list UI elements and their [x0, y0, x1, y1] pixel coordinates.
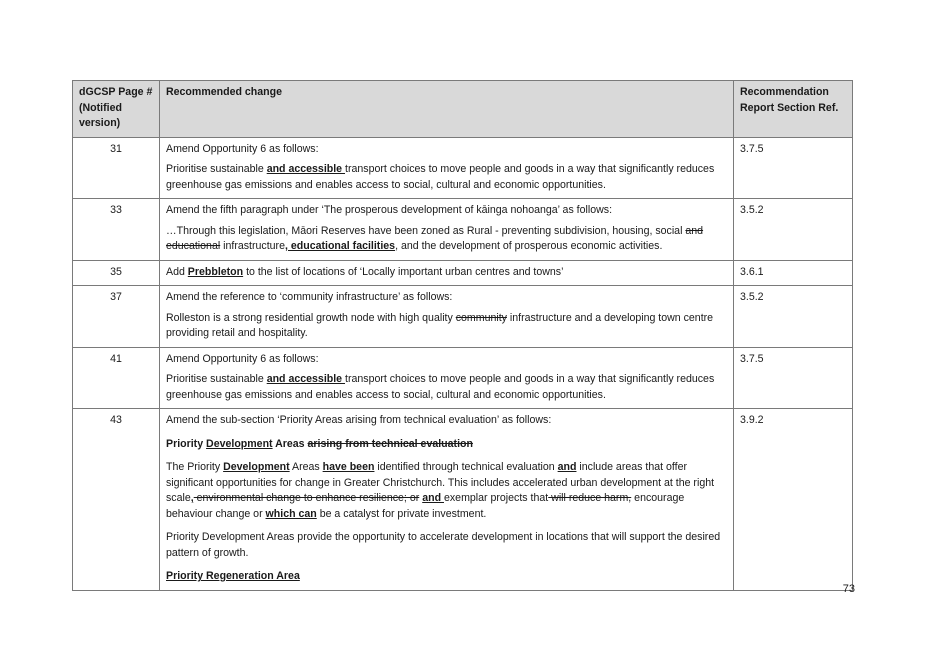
table-row	[73, 286, 853, 348]
table-header-row	[73, 81, 853, 138]
change-intro: Amend the reference to ‘community infrastructure’ as follows:	[166, 291, 453, 303]
ref-cell: 3.6.1	[734, 260, 853, 286]
inserted-text: ,	[190, 492, 194, 504]
change-text: Priority Development Areas provide the opportunity to accelerate development in locations that will support the desired pattern of growth.	[166, 531, 721, 559]
inserted-text: and	[557, 461, 577, 473]
inserted-text: and accessible	[266, 163, 346, 175]
deleted-text: will reduce harm,	[548, 492, 632, 504]
ref-cell: 3.5.2	[734, 199, 853, 261]
inserted-text: Development	[206, 437, 273, 450]
recommendations-table	[72, 80, 853, 591]
table-row	[73, 137, 853, 199]
page-cell: 33	[73, 199, 160, 261]
table-row	[73, 260, 853, 286]
inserted-text: Development	[223, 461, 290, 473]
table-row	[73, 199, 853, 261]
page-cell: 41	[73, 347, 160, 409]
change-intro: Amend the fifth paragraph under ‘The prosperous development of kāinga nohoanga’ as follows:	[166, 204, 613, 216]
deleted-text: arising from technical evaluation	[307, 437, 473, 450]
ref-cell: 3.9.2	[734, 409, 853, 591]
ref-cell: 3.7.5	[734, 347, 853, 409]
page-number: 73	[842, 583, 855, 595]
change-cell	[160, 347, 734, 409]
change-cell	[160, 199, 734, 261]
inserted-text: and accessible	[266, 373, 346, 385]
page-cell: 37	[73, 286, 160, 348]
table-row	[73, 347, 853, 409]
change-text: Prioritise sustainable and accessible transport choices to move people and goods in a way that significantly reduces greenhouse gas emissions and enables access to social, cultural and economic opportunities.	[166, 163, 715, 191]
section-heading: Priority Development Areas arising from technical evaluation	[166, 437, 473, 450]
table-row	[73, 409, 853, 591]
page-cell: 35	[73, 260, 160, 286]
ref-cell: 3.5.2	[734, 286, 853, 348]
ref-cell: 3.7.5	[734, 137, 853, 199]
inserted-text: Prebbleton	[187, 265, 244, 278]
page-cell: 31	[73, 137, 160, 199]
change-text: Add Prebbleton to the list of locations of ‘Locally important urban centres and towns’	[166, 265, 564, 278]
header-ref: Recommendation Report Section Ref.	[734, 81, 853, 138]
deleted-text: community	[455, 311, 507, 324]
deleted-text: environmental change to enhance resilience; or	[193, 492, 420, 504]
change-text: …Through this legislation, Māori Reserves have been zoned as Rural - preventing subdivision, housing, social and educational infrastructure, educational facilities, and the development of prosperous economic activities.	[166, 224, 704, 252]
inserted-text: and	[422, 492, 444, 504]
inserted-text: which can	[265, 507, 317, 520]
page-cell: 43	[73, 409, 160, 591]
change-intro: Amend Opportunity 6 as follows:	[166, 352, 319, 365]
change-cell	[160, 137, 734, 199]
change-intro: Amend Opportunity 6 as follows:	[166, 142, 319, 155]
section-subheading: Priority Regeneration Area	[166, 570, 300, 582]
change-cell	[160, 286, 734, 348]
header-page: dGCSP Page # (Notified version)	[73, 81, 160, 138]
change-cell	[160, 409, 734, 591]
change-text: Rolleston is a strong residential growth node with high quality community infrastructure and a developing town centre providing retail and hospitality.	[166, 311, 714, 339]
inserted-text: , educational facilities	[284, 240, 396, 252]
deleted-text: and educational	[166, 224, 704, 252]
change-text: Prioritise sustainable and accessible transport choices to move people and goods in a way that significantly reduces greenhouse gas emissions and enables access to social, cultural and economic opportunities.	[166, 373, 715, 401]
inserted-text: have been	[322, 461, 375, 473]
change-cell	[160, 260, 734, 286]
change-text: The Priority Development Areas have been identified through technical evaluation and include areas that offer significant opportunities for change in Greater Christchurch. This includes accelerated urban development at the right scale, environmental change to enhance resilience; or and exemplar projects that will reduce harm, encourage behaviour change or which can be a catalyst for private investment.	[166, 461, 715, 520]
header-change: Recommended change	[160, 81, 734, 138]
change-intro: Amend the sub-section ‘Priority Areas arising from technical evaluation’ as follows:	[166, 414, 552, 426]
